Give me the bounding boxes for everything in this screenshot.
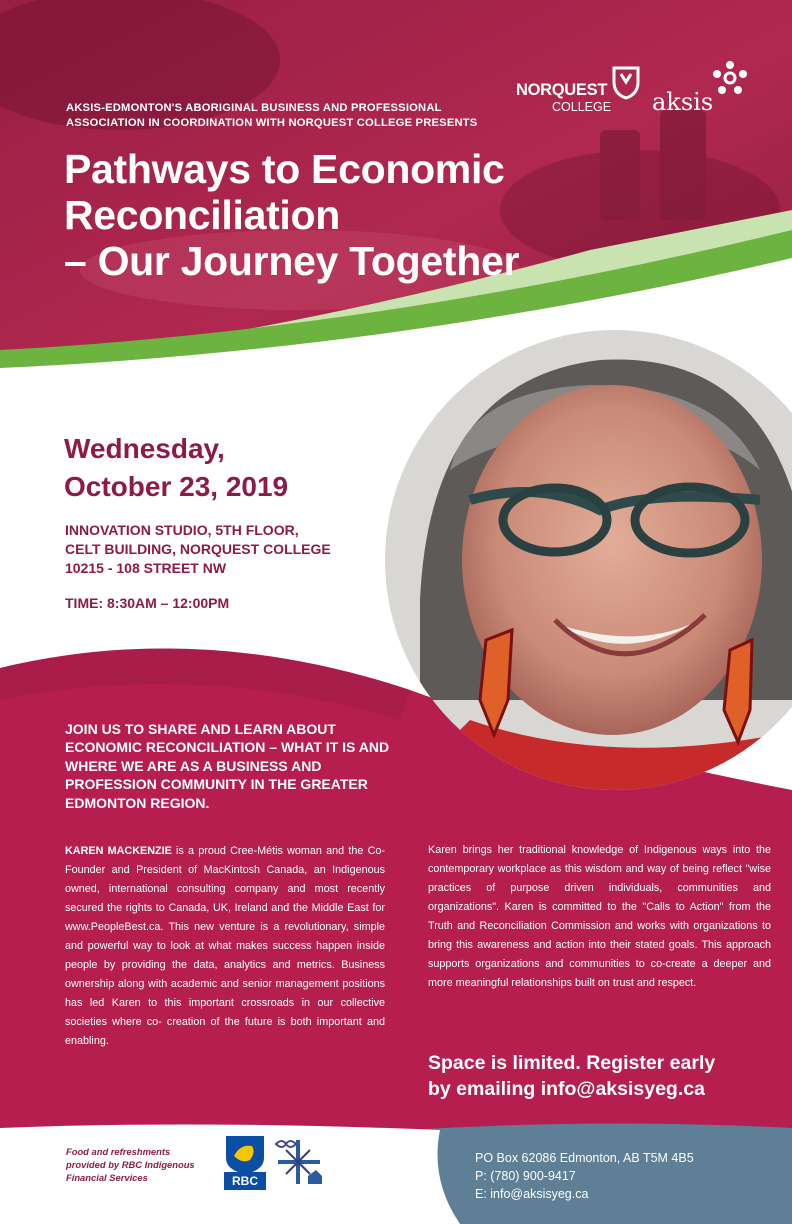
contact-address: PO Box 62086 Edmonton, AB T5M 4B5	[475, 1151, 694, 1165]
title-line-1: Pathways to Economic	[64, 146, 505, 192]
food-line-3: Financial Services	[66, 1172, 148, 1183]
food-line-1: Food and refreshments	[66, 1146, 171, 1157]
event-venue	[65, 521, 385, 578]
presenter-line-2: ASSOCIATION IN COORDINATION WITH NORQUEST COLLEGE PRESENTS	[66, 117, 478, 129]
event-date	[64, 430, 384, 506]
indigenous-services-logo-icon	[272, 1136, 324, 1188]
title-line-2: Reconciliation	[64, 192, 341, 238]
norquest-wordmark: NORQUEST	[516, 81, 608, 99]
presenter-line	[66, 101, 496, 131]
contact-email[interactable]: E: info@aksisyeg.ca	[475, 1187, 589, 1201]
presenter-line-1: AKSIS-EDMONTON'S ABORIGINAL BUSINESS AND PROFESSIONAL	[66, 102, 442, 114]
aksis-wordmark: aksis	[652, 88, 714, 116]
norquest-college-subtext: COLLEGE	[552, 100, 612, 114]
venue-line-2: CELT BUILDING, NORQUEST COLLEGE	[65, 541, 331, 557]
event-full-date: October 23, 2019	[64, 471, 289, 502]
event-title	[64, 146, 624, 284]
event-weekday: Wednesday,	[64, 433, 225, 464]
rbc-wordmark: RBC	[224, 1172, 266, 1190]
rbc-lion-shield-icon	[222, 1134, 268, 1174]
cta-line-2[interactable]: by emailing info@aksisyeg.ca	[428, 1078, 705, 1100]
contact-info	[475, 1149, 775, 1203]
venue-line-1: INNOVATION STUDIO, 5TH FLOOR,	[65, 522, 299, 538]
venue-line-3: 10215 - 108 STREET NW	[65, 560, 227, 576]
registration-call-to-action	[428, 1050, 778, 1102]
speaker-name: KAREN MACKENZIE	[65, 845, 172, 857]
speaker-bio-paragraph-2: Karen brings her traditional knowledge of Indigenous ways into the contemporary workplace as this wisdom and way of being reflect "wise practices of purpose driven individuals, communities and organizations". Karen is committed to the "Calls to Action" from the Truth and Reconciliation Commission and works with organizations to bring this awareness and action into their stated goals. This approach supports organizations and communities to co-create a deeper and more meaningful relationships built on trust and respect.	[428, 844, 771, 989]
rbc-logo	[222, 1134, 268, 1192]
speaker-bio-text-1: is a proud Cree-Métis woman and the Co-Founder and President of MacKintosh Canada, an Indigenous owned, international consulting company and most recently secured the rights to Canada, UK, Ireland and the Middle East for www.PeopleBest.ca. This new venture is a revolutionary, simple and powerful way to look at what makes success happen inside people by providing the data, analytics and metrics. Business ownership along with academic and senior management positions has led Karen to this important crossroads in our collective societies where co- creation of the future is both important and enabling.	[65, 845, 385, 1047]
food-line-2: provided by RBC Indigenous	[66, 1159, 195, 1170]
invitation-text: JOIN US TO SHARE AND LEARN ABOUT ECONOMIC RECONCILIATION – WHAT IT IS AND WHERE WE ARE AS A BUSINESS AND PROFESSION COMMUNITY IN THE GREATER EDMONTON REGION.	[65, 721, 390, 811]
event-time: TIME: 8:30AM – 12:00PM	[65, 595, 230, 611]
aksis-logo	[648, 60, 758, 120]
norquest-college-logo	[516, 66, 644, 118]
aksis-flower-icon	[712, 60, 748, 96]
contact-phone[interactable]: P: (780) 900-9417	[475, 1169, 576, 1183]
cta-line-1: Space is limited. Register early	[428, 1052, 716, 1074]
sponsor-credit	[66, 1145, 226, 1184]
norquest-shield-icon	[612, 66, 640, 100]
speaker-bio-paragraph-1	[65, 842, 385, 1051]
title-line-3: – Our Journey Together	[64, 238, 520, 284]
